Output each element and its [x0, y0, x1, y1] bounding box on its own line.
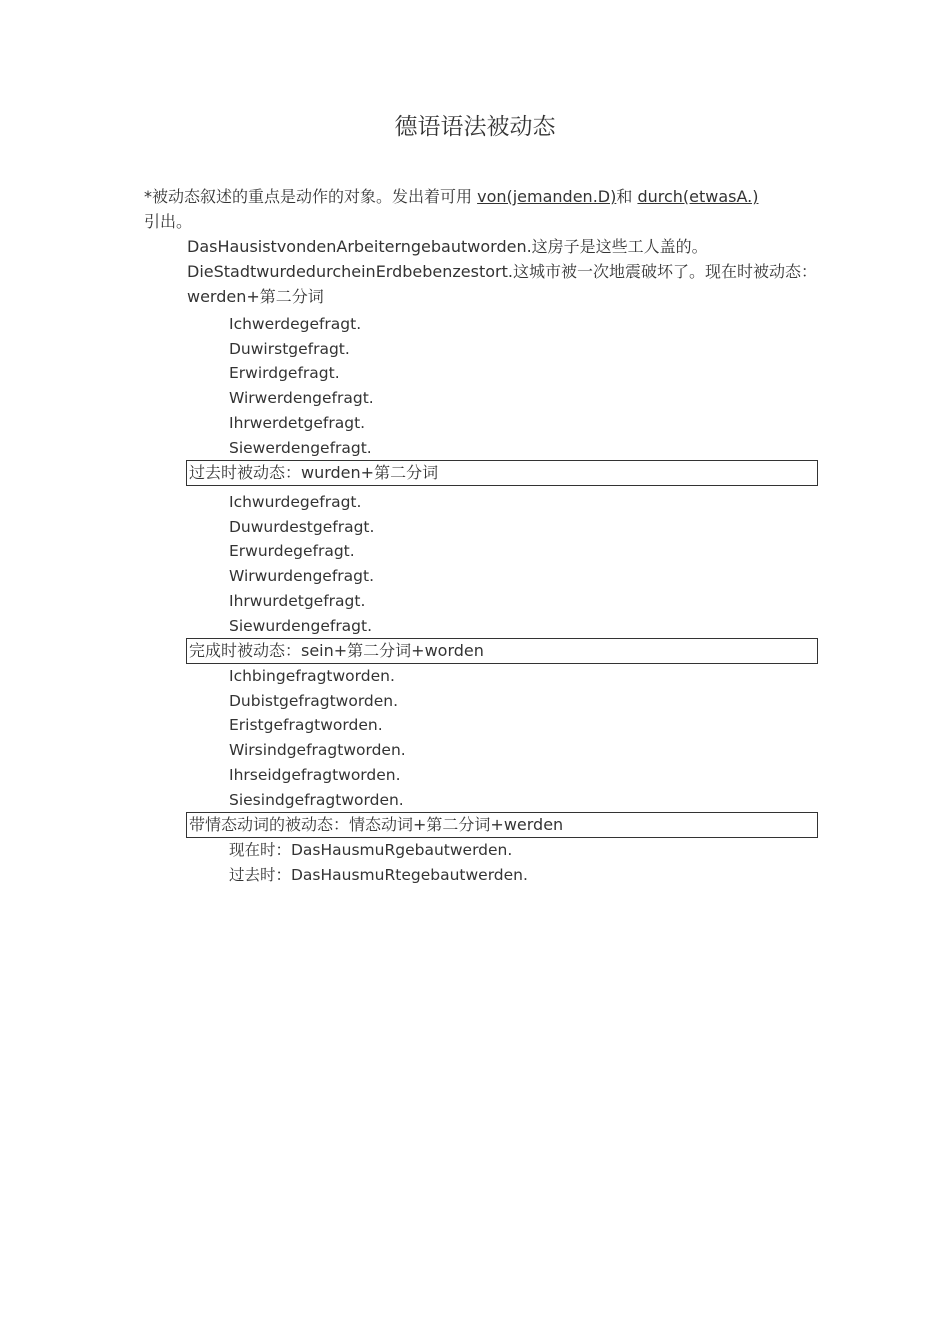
list-item: Ichwurdegefragt. [229, 493, 362, 511]
list-item: Duwirstgefragt. [229, 339, 350, 358]
list-item: Ichwerdegefragt. [229, 315, 362, 333]
past-passive-heading: 过去时被动态：wurden+第二分词 [186, 460, 818, 486]
document-title: 德语语法被动态 [394, 114, 556, 140]
intro-paragraph [144, 184, 824, 234]
intro-prefix: *被动态叙述的重点是动作的对象。发出着可用 [144, 187, 478, 206]
list-item: Ihrseidgefragtworden. [229, 765, 401, 784]
list-item: Eristgefragtworden. [229, 716, 383, 735]
modal-passive-list [229, 838, 528, 887]
list-item: Ichbingefragtworden. [229, 667, 395, 685]
perfect-passive-heading: 完成时被动态：sein+第二分词+worden [186, 638, 818, 664]
list-item: Wirwerdengefragt. [229, 389, 374, 408]
example-sentences [187, 234, 822, 309]
list-item: Siesindgefragtworden. [229, 790, 404, 809]
list-item: Ihrwerdetgefragt. [229, 413, 366, 432]
intro-middle: 和 [616, 187, 638, 206]
list-item: 现在时：DasHausmuRgebautwerden. [229, 841, 513, 859]
list-item: Erwurdegefragt. [229, 542, 355, 561]
von-link[interactable]: von(jemanden.D) [477, 187, 617, 206]
present-passive-list [229, 312, 374, 460]
durch-link[interactable]: durch(etwasA.) [637, 187, 759, 206]
list-item: Siewerdengefragt. [229, 438, 372, 457]
list-item: Wirsindgefragtworden. [229, 741, 406, 760]
list-item: Erwirdgefragt. [229, 364, 340, 383]
example-sentence: DasHausistvondenArbeiterngebautworden.这房子是这些工人盖的。 [187, 237, 708, 256]
modal-passive-heading: 带情态动词的被动态：情态动词+第二分词+werden [186, 812, 818, 838]
list-item: Duwurdestgefragt. [229, 517, 375, 536]
past-passive-list [229, 490, 374, 638]
intro-suffix: 引出。 [144, 212, 193, 231]
perfect-passive-list [229, 664, 406, 812]
list-item: Dubistgefragtworden. [229, 691, 399, 710]
list-item: Wirwurdengefragt. [229, 567, 375, 586]
list-item: Siewurdengefragt. [229, 616, 373, 635]
example-sentence: DieStadtwurdedurcheinErdbebenzestort.这城市被一次地震破坏了。现在时被动态：werden+第二分词 [187, 262, 817, 306]
list-item: Ihrwurdetgefragt. [229, 591, 366, 610]
list-item: 过去时：DasHausmuRtegebautwerden. [229, 865, 528, 884]
